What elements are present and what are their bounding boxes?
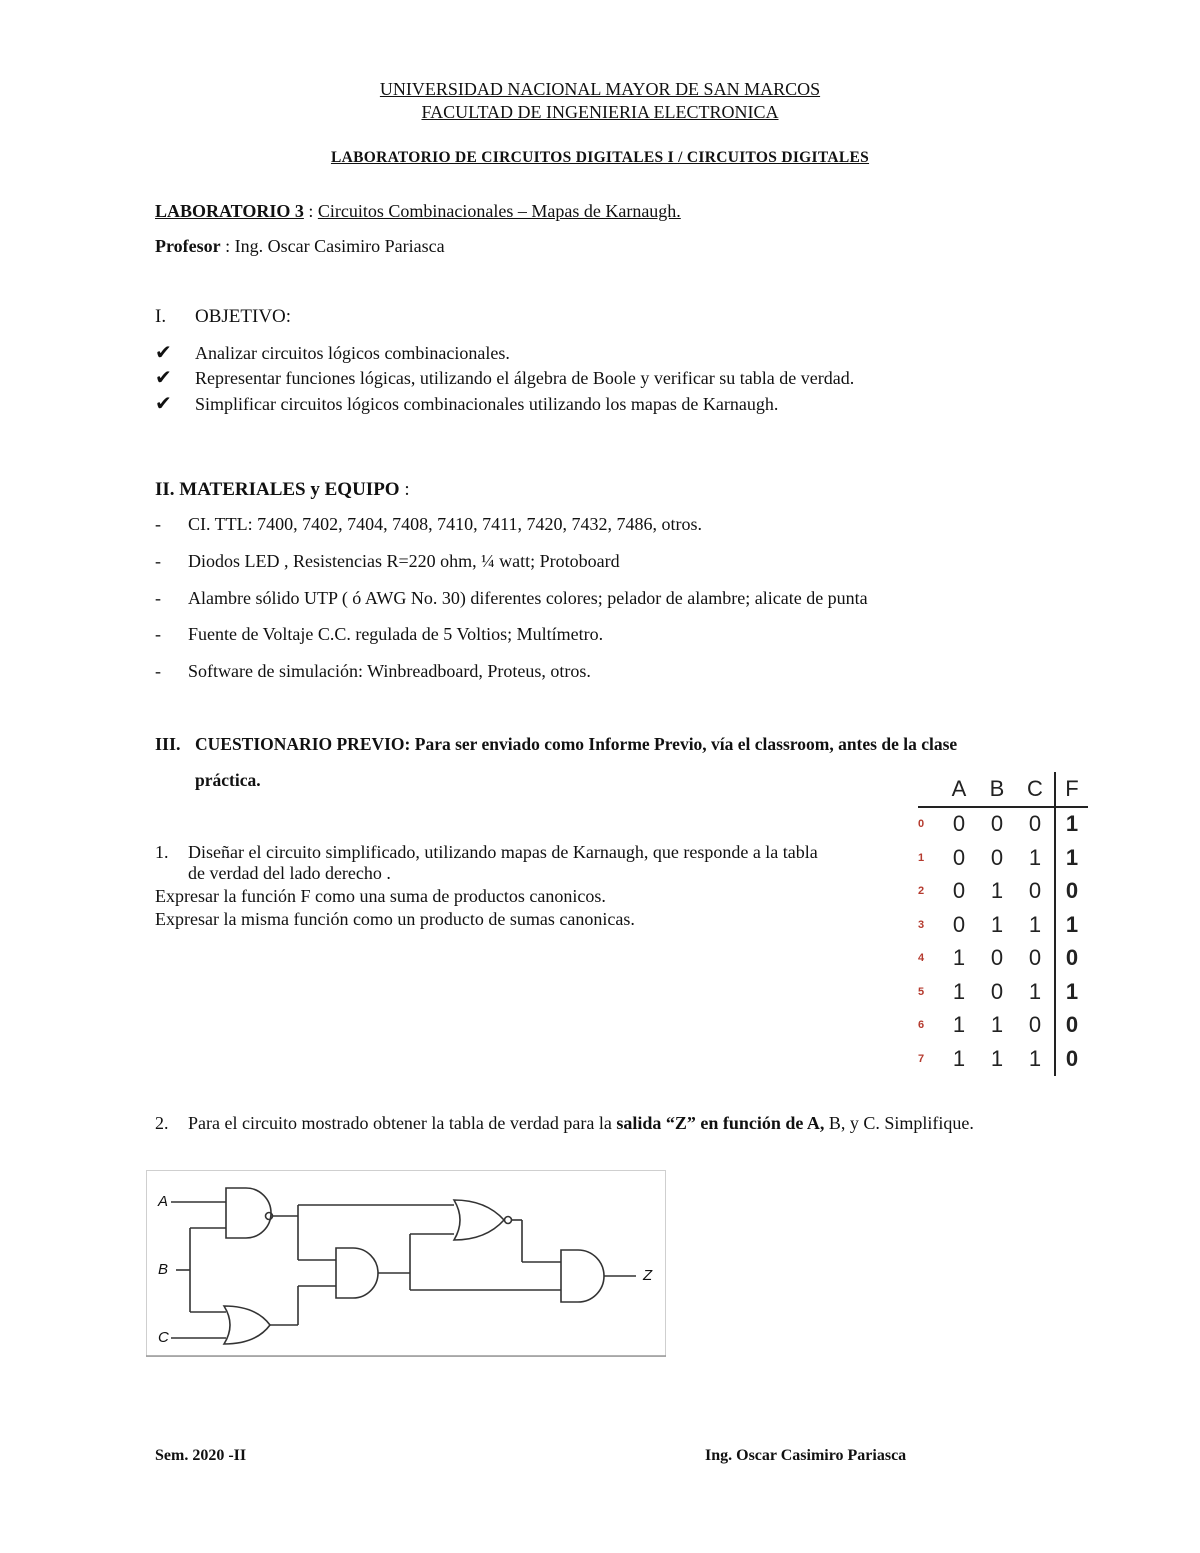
row-index: 5 [918,985,925,998]
dash-bullet: - [155,661,161,681]
cell-a: 0 [952,911,966,937]
cell-b: 1 [990,878,1004,904]
q2-text [188,1113,974,1134]
truth-table-row [918,942,1088,976]
cell-b: 0 [990,844,1004,870]
dash-bullet: - [155,551,161,571]
header-b: B [978,772,1016,807]
materials-item: Alambre sólido UTP ( ó AWG No. 30) diferentes colores; pelador de alambre; alicate de punta [188,588,868,608]
row-index: 4 [918,952,925,965]
course-title: LABORATORIO DE CIRCUITOS DIGITALES I / CIRCUITOS DIGITALES [330,149,870,166]
questionnaire-number: III. [155,734,181,754]
header-f: F [1055,772,1088,807]
objective-title: OBJETIVO [195,306,286,327]
dash-bullet: - [155,624,161,644]
q1-text: Diseñar el circuito simplificado, utilizando mapas de Karnaugh, que responde a la tabla [188,842,818,862]
questionnaire-title: CUESTIONARIO PREVIO: Para ser enviado como Informe Previo, vía el classroom, antes de la clase [195,734,958,754]
questionnaire-title-cont: práctica. [195,770,261,790]
materials-item: Diodos LED , Resistencias R=220 ohm, ¼ watt; Protoboard [188,551,620,571]
cell-f: 1 [1055,841,1088,875]
faculty-title: FACULTAD DE INGENIERIA ELECTRONICA [421,102,779,122]
cell-f: 0 [1055,1042,1088,1076]
cell-f: 1 [1055,908,1088,942]
cell-a: 0 [952,844,966,870]
cell-c: 0 [1028,1012,1042,1038]
materials-heading [155,479,410,501]
truth-table-row [918,875,1088,909]
truth-table-row [918,975,1088,1009]
check-mark-icon: ✔ [155,393,172,415]
q2-text-c: B, y C. Simplifique. [824,1113,974,1133]
row-index: 1 [918,851,925,864]
cell-c: 0 [1028,945,1042,971]
cell-a: 0 [952,878,966,904]
logic-circuit-diagram [146,1170,666,1357]
q2-text-bold: salida “Z” en función de A, [616,1113,825,1133]
q1-instruction-2: Expresar la misma función como un producto de sumas canonicas. [155,909,635,929]
cell-b: 1 [990,1045,1004,1071]
professor-name: Ing. Oscar Casimiro Pariasca [234,236,445,256]
footer-author: Ing. Oscar Casimiro Pariasca [705,1447,907,1464]
cell-b: 0 [990,945,1004,971]
footer-semester: Sem. 2020 -II [155,1447,247,1464]
materials-item: CI. TTL: 7400, 7402, 7404, 7408, 7410, 7411, 7420, 7432, 7486, otros. [188,514,702,534]
cell-c: 0 [1028,811,1042,837]
cell-b: 1 [990,1012,1004,1038]
lab-line [155,201,681,222]
cell-c: 1 [1028,844,1042,870]
q2-number: 2. [155,1113,169,1133]
materials-item: Software de simulación: Winbreadboard, Proteus, otros. [188,661,591,681]
cell-f: 0 [1055,875,1088,909]
input-a-label: A [158,1193,169,1210]
truth-table [918,772,1088,1074]
cell-f: 0 [1055,1009,1088,1043]
objective-number: I. [155,306,167,327]
header-a: A [940,772,978,807]
row-index: 7 [918,1052,925,1065]
q1-instruction-1: Expresar la función F como una suma de productos canonicos. [155,886,606,906]
professor-sep: : [220,236,235,256]
objective-heading [155,306,292,328]
objective-item: Representar funciones lógicas, utilizando el álgebra de Boole y verificar su tabla de verdad. [195,368,855,388]
dash-bullet: - [155,514,161,534]
cell-a: 1 [952,1045,966,1071]
professor-label: Profesor [155,236,221,256]
professor-line [155,236,445,257]
university-title: UNIVERSIDAD NACIONAL MAYOR DE SAN MARCOS [379,79,821,99]
cell-f: 1 [1055,975,1088,1009]
cell-c: 1 [1028,1045,1042,1071]
q2-text-a: Para el circuito mostrado obtener la tabla de verdad para la [188,1113,617,1133]
input-b-label: B [158,1261,169,1278]
truth-table-row [918,1042,1088,1076]
lab-sep: : [303,201,318,221]
row-index: 3 [918,918,925,931]
cell-c: 1 [1028,978,1042,1004]
cell-f: 1 [1055,807,1088,842]
cell-a: 1 [952,978,966,1004]
row-index: 2 [918,885,925,898]
cell-b: 1 [990,911,1004,937]
header-c: C [1016,772,1055,807]
row-index: 6 [918,1019,925,1032]
cell-c: 0 [1028,878,1042,904]
output-z-label: Z [643,1267,653,1284]
objective-item: Analizar circuitos lógicos combinacionales. [195,343,510,363]
materials-title: II. MATERIALES y EQUIPO [155,479,400,500]
q1-text-cont: de verdad del lado derecho . [188,863,391,883]
cell-f: 0 [1055,942,1088,976]
objective-suffix: : [285,306,292,327]
truth-table-row [918,841,1088,875]
truth-table-row [918,807,1088,842]
lab-label: LABORATORIO 3 [155,201,304,221]
q1-number: 1. [155,842,169,862]
cell-b: 0 [990,978,1004,1004]
objective-item: Simplificar circuitos lógicos combinacionales utilizando los mapas de Karnaugh. [195,394,779,414]
check-mark-icon: ✔ [155,342,172,364]
materials-item: Fuente de Voltaje C.C. regulada de 5 Voltios; Multímetro. [188,624,604,644]
dash-bullet: - [155,588,161,608]
check-mark-icon: ✔ [155,367,172,389]
cell-a: 1 [952,945,966,971]
input-c-label: C [158,1329,169,1346]
truth-table-row [918,908,1088,942]
truth-table-row [918,1009,1088,1043]
cell-a: 1 [952,1012,966,1038]
lab-title: Circuitos Combinacionales – Mapas de Karnaugh. [317,201,681,221]
row-index: 0 [918,818,925,831]
materials-suffix: : [399,479,410,500]
cell-c: 1 [1028,911,1042,937]
cell-b: 0 [990,811,1004,837]
cell-a: 0 [952,811,966,837]
